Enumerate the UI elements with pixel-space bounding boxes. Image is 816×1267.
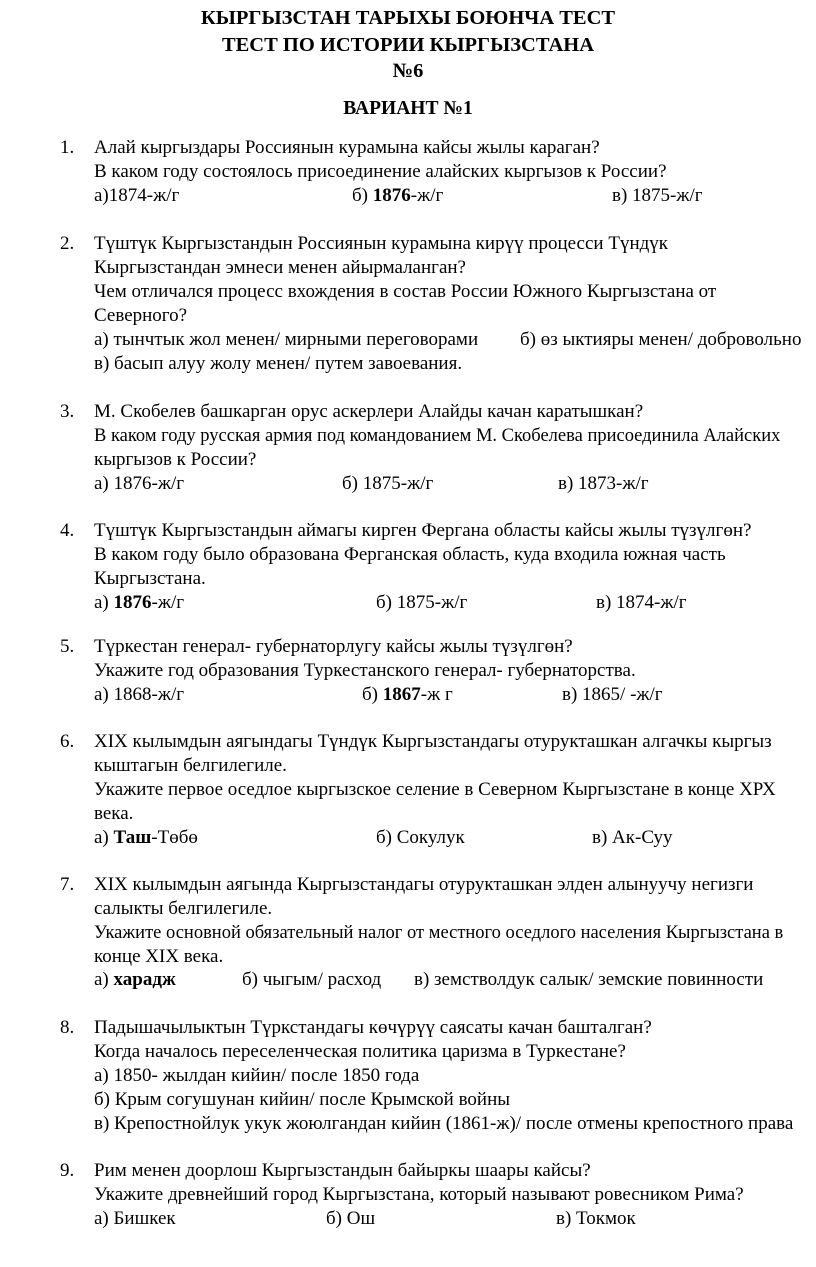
option-c: в) Токмок <box>556 1208 636 1229</box>
option-b: б) чыгым/ расход <box>242 969 382 990</box>
question-text-line: кыргызов к России? <box>94 449 257 470</box>
question-text-line: Укажите первое оседлое кыргызское селение в Северном Кыргызстане в конце ХРХ <box>94 779 776 800</box>
option-c: в) 1865/ -ж/г <box>562 684 663 705</box>
question-text-line: Укажите основной обязательный налог от местного оседлого населения Кыргызстана в <box>94 923 784 943</box>
variant-title: ВАРИАНТ №1 <box>343 98 473 119</box>
title-kyrgyz: КЫРГЫЗСТАН ТАРЫХЫ БОЮНЧА ТЕСТ <box>200 7 616 29</box>
option-b: б) Крым согушунан кийин/ после Крымской войны <box>94 1089 511 1110</box>
question-text-line: Укажите древнейший город Кыргызстана, который называют ровесником Рима? <box>94 1184 744 1205</box>
question-text-line: Түркестан генерал- губернаторлугу кайсы жылы түзүлгөн? <box>94 636 573 657</box>
option-c: в) 1875-ж/г <box>612 185 703 206</box>
question-text-line: Северного? <box>94 305 188 326</box>
question-text-line: Укажите год образования Туркестанского генерал- губернаторства. <box>94 660 636 681</box>
question-text-line: конце XIX века. <box>94 946 224 967</box>
option-b: б) өз ыктияры менен/ добровольно <box>520 329 802 350</box>
question-text-line: Түштүк Кыргызстандын аймагы кирген Фергана областы кайсы жылы түзүлгөн? <box>94 520 752 541</box>
question-number: 1. <box>60 137 75 158</box>
question-number: 6. <box>60 731 75 752</box>
question-text-line: Когда началось переселенческая политика царизма в Туркестане? <box>94 1041 626 1062</box>
option-b: б) 1875-ж/г <box>342 473 434 494</box>
question-text-line: М. Скобелев башкарган орус аскерлери Алайды качан каратышкан? <box>94 401 644 422</box>
question-text-line: Кыргызстана. <box>94 568 206 589</box>
option-a: а) 1876-ж/г <box>94 592 185 613</box>
option-a: а) Таш-Төбө <box>94 827 198 848</box>
question-text-line: Чем отличался процесс вхождения в состав России Южного Кыргызстана от <box>94 281 717 302</box>
question-text-line: В каком году русская армия под командованием М. Скобелева присоединила Алайских <box>94 426 781 446</box>
question-text-line: В каком году было образована Ферганская область, куда входила южная часть <box>94 544 726 565</box>
option-a: а) 1868-ж/г <box>94 684 185 705</box>
option-a: а) тынчтык жол менен/ мирными переговорами <box>94 329 479 350</box>
question-number: 2. <box>60 233 75 254</box>
option-c: в) басып алуу жолу менен/ путем завоевания. <box>94 353 463 374</box>
question-text-kg: Алай кыргыздары Россиянын курамына кайсы жылы караган? <box>94 137 600 158</box>
option-b: б) Сокулук <box>376 827 465 848</box>
question-text-line: Түштүк Кыргызстандын Россиянын курамына кирүү процесси Түндүк <box>94 233 669 254</box>
option-b: б) Ош <box>326 1208 376 1229</box>
option-b: б) 1875-ж/г <box>376 592 468 613</box>
question-text-line: салыкты белгилегиле. <box>94 898 273 919</box>
question-text-line: XIX кылымдын аягында Кыргызстандагы отурукташкан элден алынуучу негизги <box>94 874 754 895</box>
option-c: в) Ак-Суу <box>592 827 673 848</box>
question-text-line: Рим менен доорлош Кыргызстандын байыркы шаары кайсы? <box>94 1160 591 1181</box>
question-text-line: Кыргызстандан эмнеси менен айырмаланган? <box>94 257 466 278</box>
option-b: б) 1867-ж г <box>362 684 453 705</box>
question-number: 8. <box>60 1017 75 1038</box>
option-a: а) харадж <box>94 969 176 990</box>
title-russian: ТЕСТ ПО ИСТОРИИ КЫРГЫЗСТАНА <box>221 34 595 56</box>
option-a: а) Бишкек <box>94 1208 176 1229</box>
option-c: в) земстволдук салык/ земские повинности <box>414 969 764 990</box>
option-c: в) 1873-ж/г <box>558 473 649 494</box>
option-c: в) Крепостнойлук укук жоюлгандан кийин (1861-ж)/ после отмены крепостного права <box>94 1113 794 1134</box>
question-text-line: XIX кылымдын аягындагы Түндүк Кыргызстандагы отурукташкан алгачкы кыргыз <box>94 731 772 752</box>
question-number: 5. <box>60 636 75 657</box>
option-a: а) 1850- жылдан кийин/ после 1850 года <box>94 1065 420 1086</box>
question-number: 3. <box>60 401 75 422</box>
question-text-ru: В каком году состоялось присоединение алайских кыргызов к России? <box>94 161 667 182</box>
question-text-line: кыштагын белгилегиле. <box>94 755 287 776</box>
question-number: 9. <box>60 1160 75 1181</box>
option-c: в) 1874-ж/г <box>596 592 687 613</box>
test-number: №6 <box>392 60 424 82</box>
option-a: а) 1876-ж/г <box>94 473 185 494</box>
question-text-line: века. <box>94 803 134 824</box>
question-number: 7. <box>60 874 75 895</box>
question-text-line: Падышачылыктын Түркстандагы көчүрүү саясаты качан башталган? <box>94 1017 652 1038</box>
option-a: а)1874-ж/г <box>94 185 180 206</box>
question-number: 4. <box>60 520 75 541</box>
option-b: б) 1876-ж/г <box>352 185 444 206</box>
